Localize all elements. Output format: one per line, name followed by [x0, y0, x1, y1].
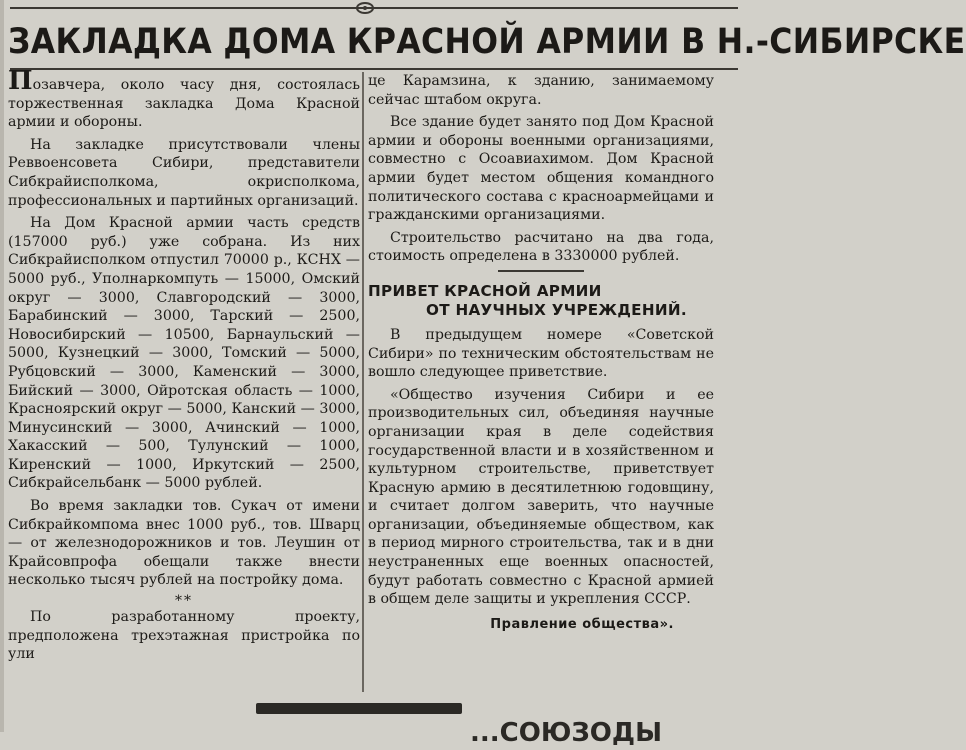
- left-column: [8, 66, 360, 668]
- section-stars: **: [175, 593, 193, 610]
- article-paragraph: «Общество изучения Сибири и ее производительных сил, объединяя научные организации края в деле содействия государственной власти и в хозяйственном и культурном строительстве, приветствует Красную армию в десятилетнюю годовщину, и считает долгом заверить, что научные организации, объединяемые обществом, как в период мирного строительства, так и в дни неустраненных еще военных опасностей, будут работать совместно с Красной армией в общем деле защиты и укрепления СССР.: [368, 386, 714, 608]
- headline: ЗАКЛАДКА ДОМА КРАСНОЙ АРМИИ В Н.-СИБИРСКЕ: [8, 22, 966, 62]
- article-paragraph: Позавчера, около часу дня, состоялась торжественная закладка Дома Красной армии и обороны.: [8, 66, 360, 131]
- bottom-bar: [256, 703, 462, 714]
- signature: Правление общества».: [490, 616, 674, 632]
- next-headline-fragment: ...СОЮЗОДЫ: [470, 718, 663, 748]
- right-column: [368, 72, 714, 632]
- headline-rule: [10, 68, 738, 70]
- article-paragraph: В предыдущем номере «Советской Сибири» по техническим обстоятельствам не вошло следующее приветствие.: [368, 326, 714, 381]
- article-paragraph: На Дом Красной армии часть средств (157000 руб.) уже собрана. Из них Сибкрайисполком отпустил 70000 р., КСНХ — 5000 руб., Уполнаркомпуть — 15000, Омский округ — 3000, Славгородский — 3000, Барабинский — 3000, Тарский — 2500, Новосибирский — 10500, Барнаульский — 5000, Кузнецкий — 3000, Томский — 5000, Рубцовский — 3000, Каменский — 3000, Бийский — 3000, Ойротская область — 1000, Красноярский округ — 5000, Канский — 3000, Минусинский — 3000, Ачинский — 1000, Хакасский — 500, Тулунский — 1000, Киренский — 1000, Иркутский — 2500, Сибкрайсельбанк — 5000 рублей.: [8, 215, 360, 492]
- article-paragraph: По разработанному проекту, предположена трехэтажная пристройка по ули: [8, 609, 360, 663]
- ornament-icon: [330, 0, 400, 16]
- article-paragraph: На закладке присутствовали члены Реввоенсовета Сибири, представители Сибкрайисполкома, окрисполкома, профессиональных и партийных организаций.: [8, 136, 360, 209]
- subheadline: ОТ НАУЧНЫХ УЧРЕЖДЕНИЙ.: [426, 300, 687, 319]
- article-paragraph: це Карамзина, к зданию, занимаемому сейчас штабом округа.: [368, 73, 714, 108]
- subheadline: ПРИВЕТ КРАСНОЙ АРМИИ: [368, 281, 602, 300]
- article-paragraph: Все здание будет занято под Дом Красной армии и обороны военными организациями, совместно с Осоавиахимом. Дом Красной армии будет местом общения командного политического состава с красноармейцами и гражданскими организациями.: [368, 114, 714, 224]
- article-paragraph: Строительство расчитано на два года, стоимость определена в 3330000 рублей.: [368, 229, 714, 265]
- column-rule: [362, 72, 364, 692]
- page-edge: [0, 0, 4, 732]
- article-divider: [498, 270, 584, 272]
- article-paragraph: Во время закладки тов. Сукач от имени Сибкрайкомпома внес 1000 руб., тов. Шварц — от железнодорожников и тов. Леушин от Крайсовпрофа обещали также внести несколько тысяч рублей на постройку дома.: [8, 498, 360, 589]
